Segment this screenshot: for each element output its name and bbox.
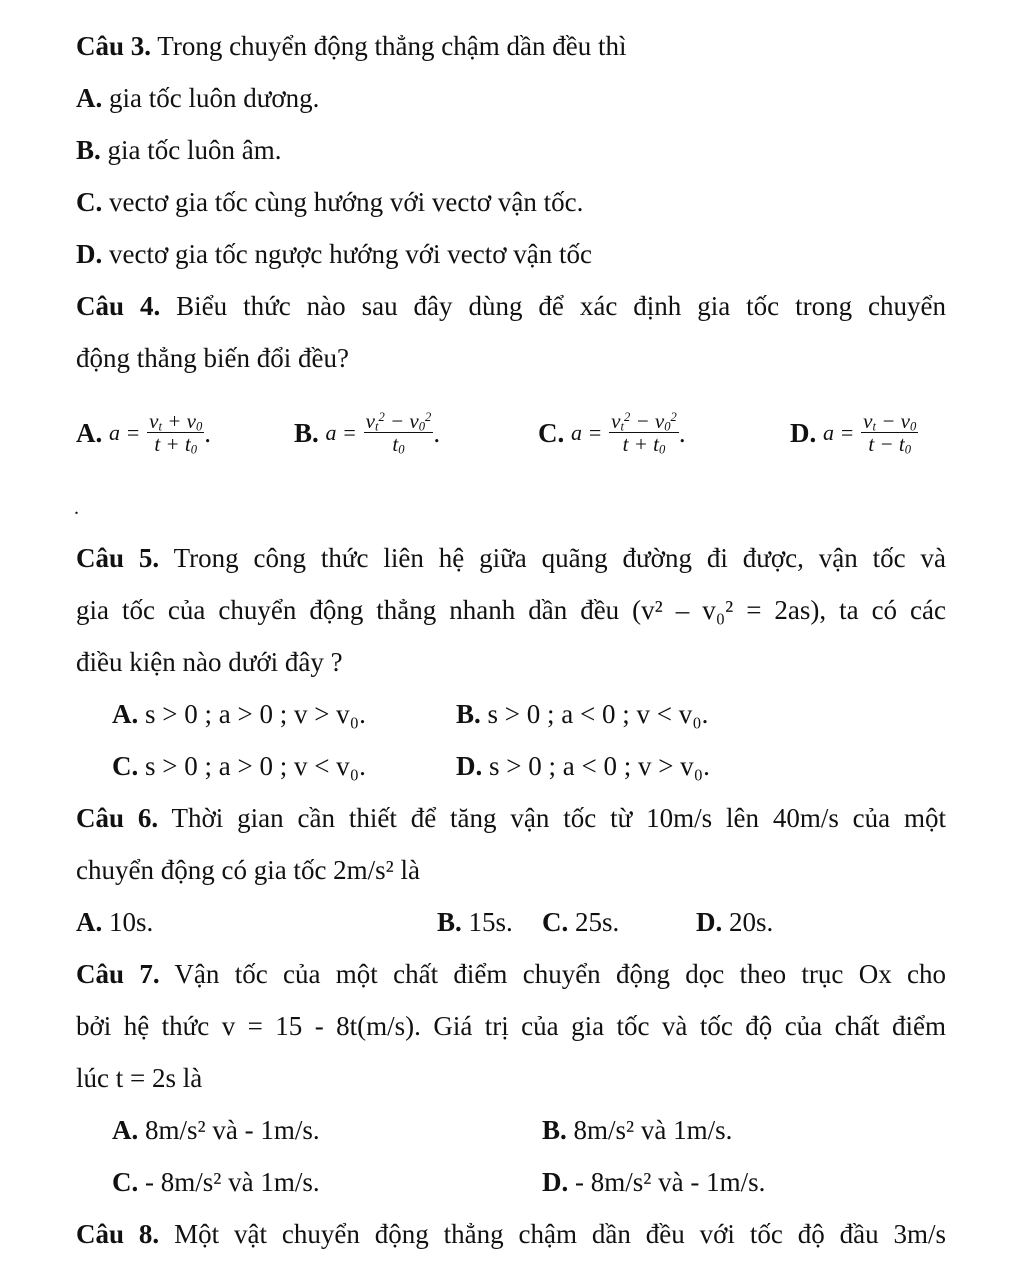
q6-stem-line2 xyxy=(76,854,420,886)
q7-option-d xyxy=(542,1166,765,1198)
q4-trailing-dot: . xyxy=(74,497,79,519)
q6-label: Câu 6. xyxy=(76,803,159,833)
q7-stem-line3 xyxy=(76,1062,202,1094)
q6-text: chuyển động có gia tốc 2m/s² là xyxy=(76,855,421,885)
option-label: D. xyxy=(542,1167,569,1197)
q4-stem-line1 xyxy=(76,290,946,322)
formula-lhs: a = xyxy=(109,419,141,445)
q7-stem-line2 xyxy=(76,1010,946,1042)
option-label: B. xyxy=(76,135,101,165)
q3-option-b xyxy=(76,134,281,166)
option-text: vectơ gia tốc ngược hướng với vectơ vận tốc xyxy=(109,239,593,269)
q6-option-a xyxy=(76,906,153,938)
q5-text: gia tốc của chuyển động thẳng nhanh dần đều (v² – v₀² = 2as), ta có các xyxy=(76,595,946,625)
q8-label: Câu 8. xyxy=(76,1219,160,1249)
option-text: 8m/s² và - 1m/s. xyxy=(145,1115,320,1145)
option-label: B. xyxy=(294,417,319,448)
q5-option-b xyxy=(456,698,708,730)
option-label: B. xyxy=(456,699,481,729)
option-label: D. xyxy=(76,239,103,269)
formula-lhs: a = xyxy=(325,419,357,445)
q6-option-d xyxy=(696,906,773,938)
q7-label: Câu 7. xyxy=(76,959,160,989)
q7-option-a xyxy=(112,1114,320,1146)
option-text: - 8m/s² và - 1m/s. xyxy=(575,1167,766,1197)
option-label: A. xyxy=(112,1115,139,1145)
q5-option-c xyxy=(112,750,366,782)
q4-option-b xyxy=(294,394,440,466)
q6-text: Thời gian cần thiết để tăng vận tốc từ 10m/s lên 40m/s của một xyxy=(171,803,947,833)
option-label: C. xyxy=(112,751,139,781)
q4-option-d xyxy=(790,394,918,466)
q7-text: bởi hệ thức v = 15 - 8t(m/s). Giá trị của gia tốc và tốc độ của chất điểm xyxy=(76,1011,946,1041)
q3-option-a xyxy=(76,82,319,114)
q4-option-a xyxy=(76,394,211,466)
q4-stem-line2 xyxy=(76,342,349,374)
option-text: - 8m/s² và 1m/s. xyxy=(145,1167,320,1197)
q7-option-b xyxy=(542,1114,732,1146)
option-label: A. xyxy=(112,699,139,729)
option-text: 8m/s² và 1m/s. xyxy=(573,1115,733,1145)
formula-end: . xyxy=(433,417,441,448)
q5-option-d xyxy=(456,750,710,782)
option-label: D. xyxy=(696,907,723,937)
option-label: A. xyxy=(76,907,103,937)
q3-label: Câu 3. xyxy=(76,31,152,61)
q4-text: động thẳng biến đổi đều? xyxy=(76,343,349,373)
q5-option-a xyxy=(112,698,366,730)
option-text: s > 0 ; a > 0 ; v > v₀. xyxy=(145,699,366,729)
option-label: C. xyxy=(538,417,565,448)
q4-text: Biểu thức nào sau đây dùng để xác định gia tốc trong chuyển xyxy=(176,291,946,321)
q6-option-b xyxy=(437,906,513,938)
formula-fraction: $\frac{v_t^2 - v_0^2}{t + t_0}$ xyxy=(611,409,677,457)
option-text: s > 0 ; a < 0 ; v > v₀. xyxy=(489,751,710,781)
option-label: A. xyxy=(76,83,103,113)
q3-option-d xyxy=(76,238,592,270)
q8-text: Một vật chuyển động thẳng chậm dần đều với tốc độ đầu 3m/s xyxy=(174,1219,947,1249)
option-text: s > 0 ; a > 0 ; v < v₀. xyxy=(145,751,366,781)
q5-stem-line2 xyxy=(76,594,946,626)
option-text: 15s. xyxy=(468,907,513,937)
q6-stem-line1 xyxy=(76,802,946,834)
q3-text: Trong chuyển động thẳng chậm dần đều thì xyxy=(157,31,627,61)
q7-text: lúc t = 2s là xyxy=(76,1063,203,1093)
q5-text: Trong công thức liên hệ giữa quãng đường đi được, vận tốc và xyxy=(173,543,947,573)
q3-stem xyxy=(76,30,626,62)
q5-stem-line1 xyxy=(76,542,946,574)
option-text: gia tốc luôn âm. xyxy=(107,135,282,165)
formula-lhs: a = xyxy=(823,419,855,445)
formula-fraction: $\frac{v_t + v_0}{t + t_0}$ xyxy=(149,409,203,457)
option-text: 10s. xyxy=(109,907,154,937)
option-label: D. xyxy=(456,751,483,781)
formula-end: . xyxy=(678,417,686,448)
q5-label: Câu 5. xyxy=(76,543,160,573)
formula-lhs: a = xyxy=(571,419,603,445)
option-label: B. xyxy=(437,907,462,937)
option-label: B. xyxy=(542,1115,567,1145)
q3-option-c xyxy=(76,186,583,218)
q7-stem-line1 xyxy=(76,958,946,990)
option-label: C. xyxy=(112,1167,139,1197)
q5-stem-line3 xyxy=(76,646,343,678)
q6-option-c xyxy=(542,906,619,938)
option-label: D. xyxy=(790,417,817,448)
option-text: s > 0 ; a < 0 ; v < v₀. xyxy=(487,699,709,729)
formula-fraction: $\frac{v_t - v_0}{t - t_0}$ xyxy=(863,409,917,457)
formula-fraction: $\frac{v_t^2 - v_0^2}{t_0}$ xyxy=(365,409,432,457)
q4-label: Câu 4. xyxy=(76,291,161,321)
q4-option-c xyxy=(538,394,686,466)
option-label: A. xyxy=(76,417,103,448)
formula-end: . xyxy=(204,417,211,448)
option-text: vectơ gia tốc cùng hướng với vectơ vận tốc. xyxy=(109,187,584,217)
option-text: gia tốc luôn dương. xyxy=(109,83,320,113)
option-label: C. xyxy=(542,907,569,937)
q8-stem-line1 xyxy=(76,1218,946,1250)
option-text: 25s. xyxy=(575,907,620,937)
option-text: 20s. xyxy=(729,907,774,937)
q5-text: điều kiện nào dưới đây ? xyxy=(76,647,343,677)
q7-option-c xyxy=(112,1166,320,1198)
q7-text: Vận tốc của một chất điểm chuyển động dọc theo trục Ox cho xyxy=(174,959,947,989)
option-label: C. xyxy=(76,187,103,217)
